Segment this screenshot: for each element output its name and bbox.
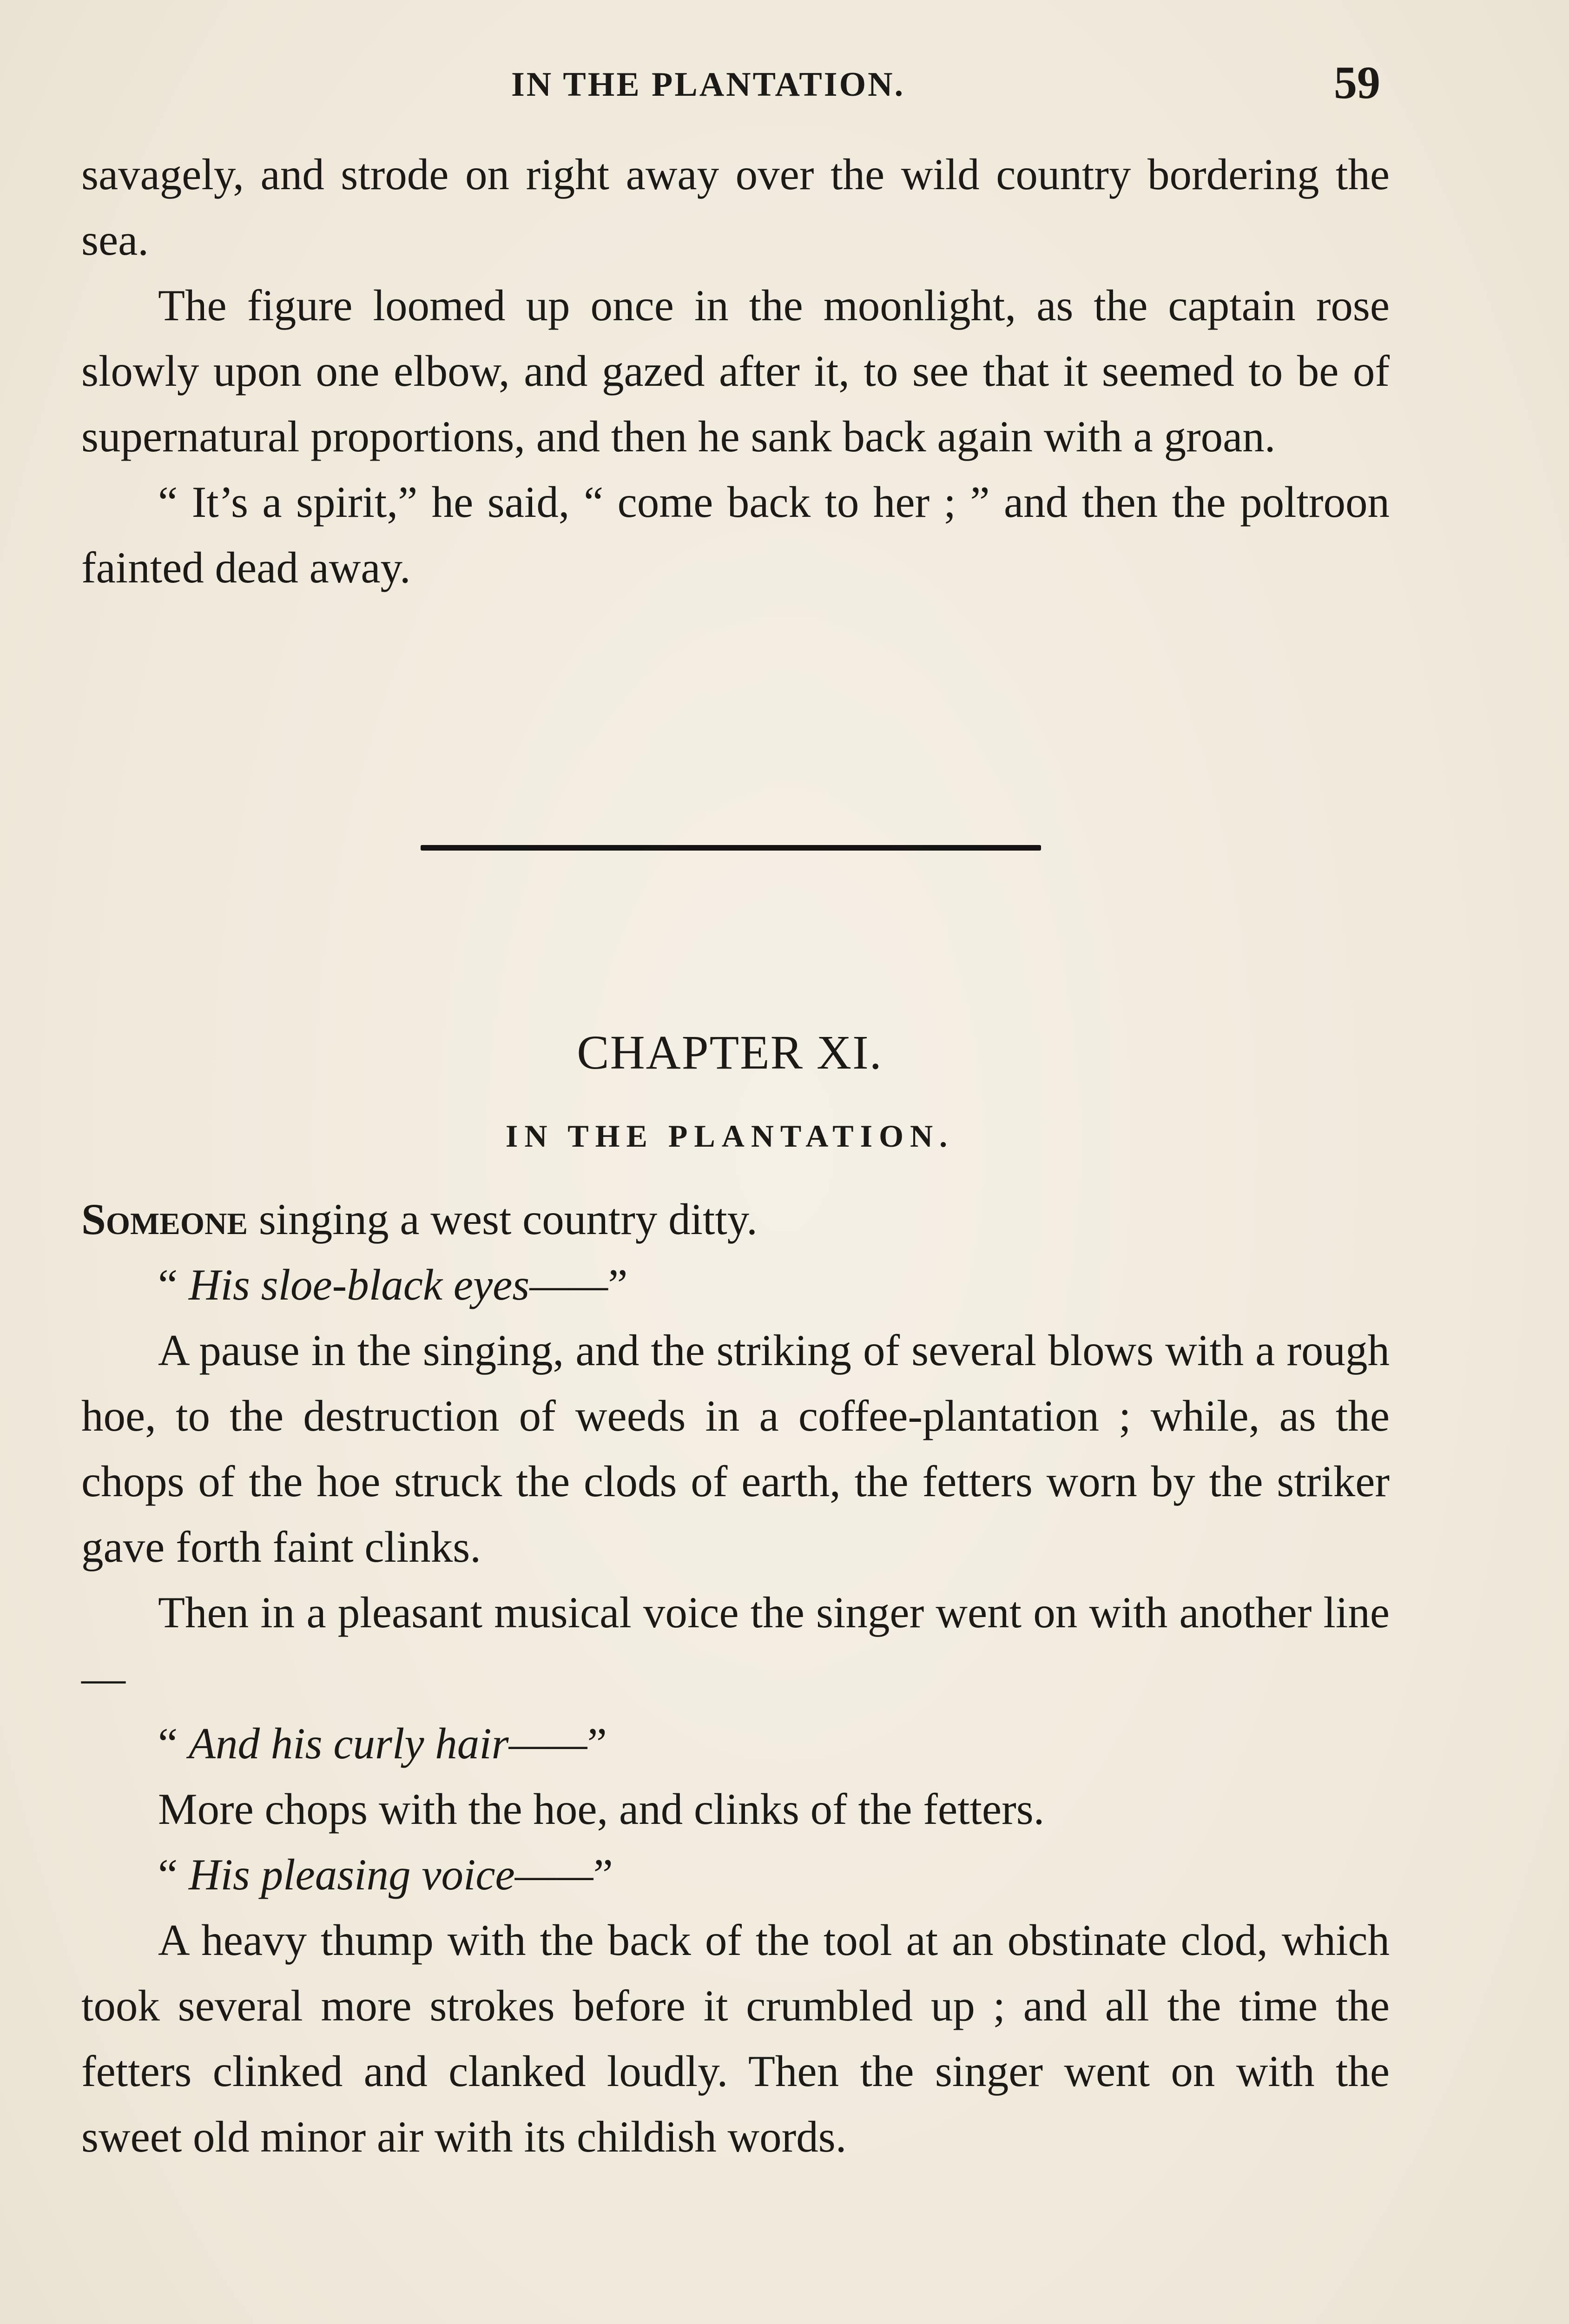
chapter-text	[81, 1187, 1390, 2170]
chapter-title: CHAPTER XI.	[577, 1026, 883, 1079]
song-line-text: His pleasing voice——	[188, 1850, 593, 1899]
paragraph: Then in a pleasant musical voice the singer went on with another line—	[81, 1588, 1390, 1703]
paragraph: savagely, and strode on right away over the wild country bordering the sea.	[81, 150, 1390, 264]
paragraph: More chops with the hoe, and clinks of the fetters.	[158, 1784, 1045, 1834]
open-quote: “	[158, 1719, 189, 1768]
paragraph: A heavy thump with the back of the tool at an obstinate clod, which took several more strokes before it crumbled up ; and all the time the fetters clinked and clanked loudly. Then the singer went on with the sweet old minor air with its childish words.	[81, 1915, 1390, 2161]
song-line	[81, 1252, 1390, 1318]
paragraph: The figure loomed up once in the moonlight, as the captain rose slowly upon one elbow, and gazed after it, to see that it seemed to be of supernatural proportions, and then he sank back again with a groan.	[81, 281, 1390, 461]
close-quote: ”	[587, 1719, 607, 1768]
open-quote: “	[158, 1260, 189, 1309]
open-quote: “	[158, 1850, 189, 1899]
paragraph: “ It’s a spirit,” he said, “ come back to her ; ” and then the poltroon fainted dead away.	[81, 477, 1390, 592]
close-quote: ”	[593, 1850, 613, 1899]
opening-word: Someone	[81, 1195, 248, 1244]
text-block-before-chapter	[81, 142, 1390, 601]
opening-paragraph	[81, 1187, 1390, 1252]
opening-rest: singing a west country ditty.	[248, 1195, 758, 1244]
running-head: IN THE PLANTATION.	[511, 66, 905, 104]
close-quote: ”	[608, 1260, 628, 1309]
song-line-text: His sloe-black eyes——	[188, 1260, 608, 1309]
song-line	[81, 1711, 1390, 1776]
song-line-text: And his curly hair——	[188, 1719, 587, 1768]
chapter-subtitle: IN THE PLANTATION.	[505, 1118, 954, 1154]
paragraph: A pause in the singing, and the striking of several blows with a rough hoe, to the destruction of weeds in a coffee-plantation ; while, as the chops of the hoe struck the clods of earth, the fetters worn by the striker gave forth faint clinks.	[81, 1326, 1390, 1571]
page-number: 59	[1334, 57, 1380, 108]
song-line	[81, 1842, 1390, 1908]
section-divider-rule	[421, 845, 1041, 851]
